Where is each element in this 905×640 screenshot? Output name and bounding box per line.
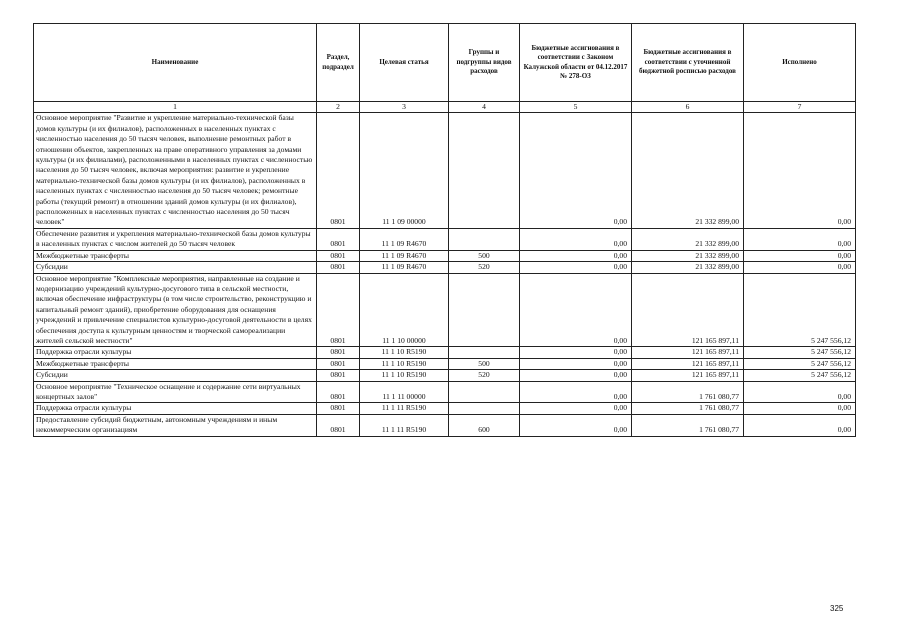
row-law-amount: 0,00 (520, 273, 632, 347)
row-done-amount: 0,00 (744, 113, 856, 228)
row-done-amount: 5 247 556,12 (744, 347, 856, 358)
row-target: 11 1 10 00000 (360, 273, 449, 347)
row-section: 0801 (317, 250, 360, 261)
row-revised-amount: 121 165 897,11 (632, 347, 744, 358)
row-target: 11 1 11 00000 (360, 381, 449, 403)
row-law-amount: 0,00 (520, 414, 632, 436)
row-section: 0801 (317, 358, 360, 369)
budget-table (33, 23, 856, 437)
row-section: 0801 (317, 414, 360, 436)
row-law-amount: 0,00 (520, 262, 632, 273)
row-revised-amount: 1 761 080,77 (632, 381, 744, 403)
row-done-amount: 0,00 (744, 381, 856, 403)
row-group (449, 381, 520, 403)
row-target: 11 1 11 R5190 (360, 403, 449, 414)
row-revised-amount: 1 761 080,77 (632, 403, 744, 414)
row-done-amount: 5 247 556,12 (744, 370, 856, 381)
table-row (34, 403, 856, 414)
table-row (34, 273, 856, 347)
row-target: 11 1 09 R4670 (360, 228, 449, 250)
row-section: 0801 (317, 403, 360, 414)
row-law-amount: 0,00 (520, 347, 632, 358)
table-row (34, 414, 856, 436)
table-row (34, 262, 856, 273)
row-section: 0801 (317, 228, 360, 250)
row-group: 520 (449, 262, 520, 273)
row-revised-amount: 121 165 897,11 (632, 358, 744, 369)
row-done-amount: 0,00 (744, 414, 856, 436)
row-target: 11 1 09 R4670 (360, 250, 449, 261)
row-done-amount: 0,00 (744, 262, 856, 273)
row-section: 0801 (317, 347, 360, 358)
row-target: 11 1 09 R4670 (360, 262, 449, 273)
header-name: Наименование (34, 24, 317, 102)
column-number: 5 (520, 102, 632, 113)
row-law-amount: 0,00 (520, 370, 632, 381)
row-revised-amount: 121 165 897,11 (632, 273, 744, 347)
row-name: Основное мероприятие "Развитие и укрепление материально-технической базы домов культуры (и их филиалов), расположенных в населенных пунктах с численностью населения до 50 тысяч человек, выполнение ремонтных работ в отношении объектов, закрепленных на праве оперативного управления за домами культуры (и их филиалами), расположенными в населенных пунктах с численностью населения до 50 тысяч человек, включая мероприятия: развитие и укрепление материально-технической базы домов культуры (и их филиалов), расположенных в населенных пунктах с численностью населения до 50 тысяч человек; ремонтные работы (текущий ремонт) в отношении зданий домов культуры (и их филиалов), расположенных в населенных пунктах с численностью населения до 50 тысяч человек" (34, 113, 317, 228)
row-group (449, 403, 520, 414)
row-name: Обеспечение развития и укрепления материально-технической базы домов культуры в населенных пунктах с числом жителей до 50 тысяч человек (34, 228, 317, 250)
row-section: 0801 (317, 262, 360, 273)
column-number: 6 (632, 102, 744, 113)
column-number: 3 (360, 102, 449, 113)
row-revised-amount: 21 332 899,00 (632, 250, 744, 261)
row-revised-amount: 1 761 080,77 (632, 414, 744, 436)
row-section: 0801 (317, 381, 360, 403)
row-target: 11 1 10 R5190 (360, 370, 449, 381)
row-name: Межбюджетные трансферты (34, 250, 317, 261)
row-law-amount: 0,00 (520, 381, 632, 403)
header-section: Раздел, подраздел (317, 24, 360, 102)
table-row (34, 113, 856, 228)
row-target: 11 1 10 R5190 (360, 347, 449, 358)
header-group: Группы и подгруппы видов расходов (449, 24, 520, 102)
row-section: 0801 (317, 370, 360, 381)
row-target: 11 1 10 R5190 (360, 358, 449, 369)
row-group (449, 347, 520, 358)
row-done-amount: 5 247 556,12 (744, 358, 856, 369)
row-done-amount: 0,00 (744, 403, 856, 414)
row-group: 600 (449, 414, 520, 436)
header-law: Бюджетные ассигнования в соответствии с Законом Калужской области от 04.12.2017 № 278-ОЗ (520, 24, 632, 102)
table-row (34, 370, 856, 381)
row-name: Основное мероприятие "Комплексные мероприятия, направленные на создание и модернизацию учреждений культурно-досугового типа в сельской местности, включая обеспечение инфраструктуры (в том числе строительство, реконструкцию и капитальный ремонт зданий), приобретение оборудования для оснащения учреждений и привлечение специалистов культурно-досуговой деятельности в целях обеспечения доступа к культурным ценностям и творческой самореализации жителей сельской местности" (34, 273, 317, 347)
column-number: 4 (449, 102, 520, 113)
row-section: 0801 (317, 273, 360, 347)
row-done-amount: 5 247 556,12 (744, 273, 856, 347)
row-name: Поддержка отрасли культуры (34, 403, 317, 414)
table-row (34, 381, 856, 403)
row-target: 11 1 11 R5190 (360, 414, 449, 436)
row-law-amount: 0,00 (520, 358, 632, 369)
column-number: 1 (34, 102, 317, 113)
column-number: 2 (317, 102, 360, 113)
row-revised-amount: 21 332 899,00 (632, 228, 744, 250)
row-group (449, 113, 520, 228)
row-revised-amount: 21 332 899,00 (632, 262, 744, 273)
table-row (34, 250, 856, 261)
row-name: Субсидии (34, 370, 317, 381)
row-name: Межбюджетные трансферты (34, 358, 317, 369)
row-law-amount: 0,00 (520, 250, 632, 261)
row-group: 520 (449, 370, 520, 381)
row-target: 11 1 09 00000 (360, 113, 449, 228)
header-done: Исполнено (744, 24, 856, 102)
header-target: Целевая статья (360, 24, 449, 102)
row-revised-amount: 21 332 899,00 (632, 113, 744, 228)
row-done-amount: 0,00 (744, 250, 856, 261)
header-revised: Бюджетные ассигнования в соответствии с уточненной бюджетной росписью расходов (632, 24, 744, 102)
row-law-amount: 0,00 (520, 113, 632, 228)
page-number: 325 (830, 604, 844, 613)
row-done-amount: 0,00 (744, 228, 856, 250)
row-group (449, 273, 520, 347)
table-row (34, 228, 856, 250)
row-group: 500 (449, 358, 520, 369)
row-law-amount: 0,00 (520, 403, 632, 414)
row-name: Поддержка отрасли культуры (34, 347, 317, 358)
column-numbers-row (34, 102, 856, 113)
row-group (449, 228, 520, 250)
row-name: Основное мероприятие "Техническое оснащение и содержание сети виртуальных концертных залов" (34, 381, 317, 403)
row-law-amount: 0,00 (520, 228, 632, 250)
column-number: 7 (744, 102, 856, 113)
table-row (34, 347, 856, 358)
row-section: 0801 (317, 113, 360, 228)
row-group: 500 (449, 250, 520, 261)
table-row (34, 358, 856, 369)
row-name: Субсидии (34, 262, 317, 273)
row-name: Предоставление субсидий бюджетным, автономным учреждениям и иным некоммерческим организациям (34, 414, 317, 436)
row-revised-amount: 121 165 897,11 (632, 370, 744, 381)
